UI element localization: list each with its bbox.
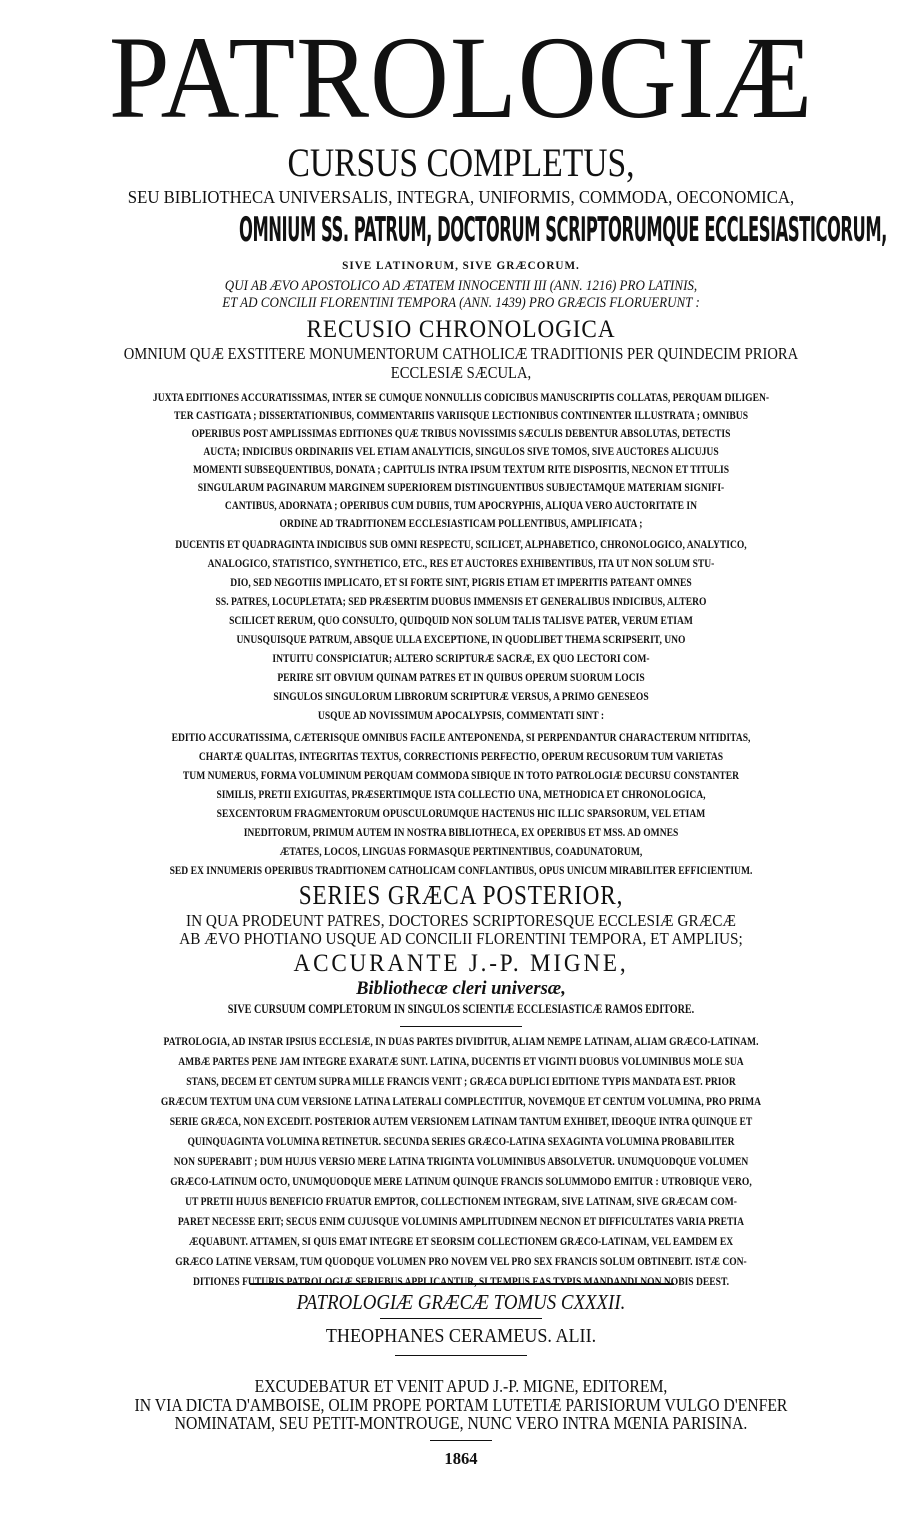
body-line: SS. PATRES, LOCUPLETATA; SED PRÆSERTIM DUOBUS IMMENSIS ET GENERALIBUS INDICIBUS, ALTERO (215, 594, 707, 608)
recusio-heading: RECUSIO CHRONOLOGICA (306, 316, 616, 343)
recusio-line-1: OMNIUM QUÆ EXSTITERE MONUMENTORUM CATHOLICÆ TRADITIONIS PER QUINDECIM PRIORA (123, 344, 799, 363)
body-line: OPERIBUS POST AMPLISSIMAS EDITIONES QUÆ TRIBUS NOVISSIMIS SÆCULIS DEBENTUR ABSOLUTAS, DETECTIS (191, 426, 731, 440)
editor-role-line: SIVE CURSUUM COMPLETORUM IN SINGULOS SCIENTIÆ ECCLESIASTICÆ RAMOS EDITORE. (227, 1002, 695, 1016)
subtitle-sive: SIVE LATINORUM, SIVE GRÆCORUM. (342, 260, 580, 272)
body-line: MOMENTI SUBSEQUENTIBUS, DONATA ; CAPITULIS INTRA IPSUM TEXTUM RITE DISPOSITIS, NECNON ET TITULIS (192, 462, 730, 476)
notice-line: SERIE GRÆCA, NON EXCEDIT. POSTERIOR AUTEM VERSIONEM LATINAM TANTUM EXHIBET, IDEOQUE INTRA QUINQUE ET (169, 1114, 753, 1128)
body-line: ANALOGICO, STATISTICO, SYNTHETICO, ETC., RES ET AUCTORES EXHIBENTIBUS, ITA UT NON SOLUM STU- (207, 556, 715, 570)
tomus-line: PATROLOGIÆ GRÆCÆ TOMUS CXXXII. (296, 1290, 626, 1314)
editor-name: ACCURANTE J.-P. MIGNE, (293, 950, 629, 977)
body-line: INTUITU CONSPICIATUR; ALTERO SCRIPTURÆ SACRÆ, EX QUO LECTORI COM- (272, 651, 650, 665)
body-line: AUCTA; INDICIBUS ORDINARIIS VEL ETIAM ANALYTICIS, SINGULOS SIVE TOMOS, SIVE AUCTORES ALICUJUS (203, 444, 719, 458)
body-line: SIMILIS, PRETII EXIGUITAS, PRÆSERTIMQUE ISTA COLLECTIO UNA, METHODICA ET CHRONOLOGICA, (216, 787, 706, 801)
imprint-line-1: EXCUDEBATUR ET VENIT APUD J.-P. MIGNE, EDITOREM, (254, 1376, 668, 1396)
recusio-line-2: ECCLESIÆ SÆCULA, (390, 363, 532, 382)
notice-line: UT PRETII HUJUS BENEFICIO FRUATUR EMPTOR, COLLECTIONEM INTEGRAM, SIVE LATINAM, SIVE GRÆCAM COM- (185, 1194, 737, 1208)
body-line: PERIRE SIT OBVIUM QUINAM PATRES ET IN QUIBUS OPERUM SUORUM LOCIS (277, 670, 645, 684)
body-line: DUCENTIS ET QUADRAGINTA INDICIBUS SUB OMNI RESPECTU, SCILICET, ALPHABETICO, CHRONOLOGICO, ANALYTICO, (175, 537, 747, 551)
subtitle-cursus: CURSUS COMPLETUS, (287, 140, 635, 185)
main-title: PATROLOGIÆ (108, 12, 814, 144)
notice-line: STANS, DECEM ET CENTUM SUPRA MILLE FRANCIS VENIT ; GRÆCA DUPLICI EDITIONE TYPIS MANDATA EST. PRIOR (186, 1074, 736, 1088)
body-line: UNUSQUISQUE PATRUM, ABSQUE ULLA EXCEPTIONE, IN QUODLIBET THEMA SCRIPSERIT, UNO (236, 632, 686, 646)
series-heading: SERIES GRÆCA POSTERIOR, (298, 880, 624, 910)
notice-line: DITIONES FUTURIS PATROLOGIÆ SERIEBUS APPLICANTUR, SI TEMPUS EAS TYPIS MANDANDI NON NOBIS DEEST. (192, 1274, 730, 1288)
body-line: ÆTATES, LOCOS, LINGUAS FORMASQUE PERTINENTIBUS, COADUNATORUM, (279, 844, 643, 858)
imprint-line-2: IN VIA DICTA D'AMBOISE, OLIM PROPE PORTAM LUTETIÆ PARISIORUM VULGO D'ENFER (134, 1395, 788, 1415)
notice-line: GRÆCUM TEXTUM UNA CUM VERSIONE LATINA LATERALI COMPLECTITUR, NOVEMQUE ET CENTUM VOLUMINA, PRO PRIMA (160, 1094, 762, 1108)
notice-line: AMBÆ PARTES PENE JAM INTEGRE EXARATÆ SUNT. LATINA, DUCENTIS ET VIGINTI DUOBUS VOLUMINIBUS MOLE SUA (178, 1054, 744, 1068)
body-line: CANTIBUS, ADORNATA ; OPERIBUS CUM DUBIIS, TUM APOCRYPHIS, ALIQUA VERO AUCTORITATE IN (224, 498, 698, 512)
divider-year (430, 1440, 492, 1441)
body-line: EDITIO ACCURATISSIMA, CÆTERISQUE OMNIBUS FACILE ANTEPONENDA, SI PERPENDANTUR CHARACTERUM NITIDITAS, (171, 730, 751, 744)
contents-line: THEOPHANES CERAMEUS. ALII. (325, 1326, 597, 1347)
bibliotheca-line: Bibliothecæ cleri universæ, (356, 978, 566, 999)
imprint-line-3: NOMINATAM, SEU PETIT-MONTROUGE, NUNC VERO INTRA MŒNIA PARISINA. (174, 1413, 748, 1433)
divider-tomus (380, 1318, 542, 1319)
divider-contents (395, 1355, 527, 1356)
qui-line-2: ET AD CONCILII FLORENTINI TEMPORA (ANN. 1439) PRO GRÆCIS FLORUERUNT : (222, 295, 700, 311)
notice-line: PATROLOGIA, AD INSTAR IPSIUS ECCLESIÆ, IN DUAS PARTES DIVIDITUR, ALIAM NEMPE LATINAM, ALIAM GRÆCO-LATINAM. (163, 1034, 759, 1048)
body-line: JUXTA EDITIONES ACCURATISSIMAS, INTER SE CUMQUE NONNULLIS CODICIBUS MANUSCRIPTIS COLLATAS, PERQUAM DILIGEN- (152, 390, 770, 404)
notice-line: NON SUPERABIT ; DUM HUJUS VERSIO MERE LATINA TRIGINTA VOLUMINIBUS ABSOLVETUR. UNUMQUODQUE VOLUMEN (173, 1154, 749, 1168)
body-line: SEXCENTORUM FRAGMENTORUM OPUSCULORUMQUE HACTENUS HIC ILLIC SPARSORUM, VEL ETIAM (216, 806, 706, 820)
body-line: SINGULARUM PAGINARUM MARGINEM SUPERIOREM DISTINGUENTIBUS SUBJECTAMQUE MATERIAM SIGNIFI- (197, 480, 725, 494)
body-line: TUM NUMERUS, FORMA VOLUMINUM PERQUAM COMMODA SIBIQUE IN TOTO PATROLOGIÆ DECURSU CONSTANTER (182, 768, 740, 782)
publication-year: 1864 (444, 1449, 478, 1468)
divider-long (250, 1283, 674, 1285)
notice-line: GRÆCO-LATINUM OCTO, UNUMQUODQUE MERE LATINUM QUINQUE FRANCIS SOLUMMODO EMITUR : UTROBIQUE VERO, (170, 1174, 752, 1188)
body-line: CHARTÆ QUALITAS, INTEGRITAS TEXTUS, CORRECTIONIS PERFECTIO, OPERUM RECUSORUM TUM VARIETAS (198, 749, 724, 763)
notice-line: ÆQUABUNT. ATTAMEN, SI QUIS EMAT INTEGRE ET SEORSIM COLLECTIONEM GRÆCO-LATINAM, VEL EAMDEM EX (188, 1234, 734, 1248)
body-line: ORDINE AD TRADITIONEM ECCLESIASTICAM POLLENTIBUS, AMPLIFICATA ; (279, 516, 643, 530)
notice-line: GRÆCO LATINE VERSAM, TUM QUODQUE VOLUMEN PRO NOVEM VEL PRO SEX FRANCIS SOLUM OBTINEBIT. ISTÆ CON- (175, 1254, 747, 1268)
subtitle-seu: SEU BIBLIOTHECA UNIVERSALIS, INTEGRA, UNIFORMIS, COMMODA, OECONOMICA, (127, 187, 795, 207)
subtitle-omnium-patrum: OMNIUM SS. PATRUM, DOCTORUM SCRIPTORUMQUE ECCLESIASTICORUM, (239, 210, 887, 250)
body-line: TER CASTIGATA ; DISSERTATIONIBUS, COMMENTARIIS VARIISQUE LECTIONIBUS CONTINENTER ILLUSTRATA ; OMNIBUS (173, 408, 749, 422)
divider-short (400, 1026, 522, 1027)
body-line: USQUE AD NOVISSIMUM APOCALYPSIS, COMMENTATI SINT : (317, 708, 605, 722)
body-line: SCILICET RERUM, QUO CONSULTO, QUIDQUID NON SOLUM TALIS TALISVE PATER, VERUM ETIAM (229, 613, 693, 627)
body-line: SINGULOS SINGULORUM LIBRORUM SCRIPTURÆ VERSUS, A PRIMO GENESEOS (273, 689, 649, 703)
notice-line: PARET NECESSE ERIT; SECUS ENIM CUJUSQUE VOLUMINIS AMPLITUDINEM NECNON ET DIFFICULTATES VARIA PRETIA (177, 1214, 745, 1228)
body-line: INEDITORUM, PRIMUM AUTEM IN NOSTRA BIBLIOTHECA, EX OPERIBUS ET MSS. AD OMNES (243, 825, 679, 839)
series-line-1: IN QUA PRODEUNT PATRES, DOCTORES SCRIPTORESQUE ECCLESIÆ GRÆCÆ (186, 911, 736, 930)
body-line: DIO, SED NEGOTIIS IMPLICATO, ET SI FORTE SINT, PIGRIS ETIAM ET IMPERITIS PATEANT OMNES (230, 575, 692, 589)
series-line-2: AB ÆVO PHOTIANO USQUE AD CONCILII FLORENTINI TEMPORA, ET AMPLIUS; (179, 929, 743, 948)
notice-line: QUINQUAGINTA VOLUMINA RETINETUR. SECUNDA SERIES GRÆCO-LATINA SEXAGINTA VOLUMINA PROBABILITER (187, 1134, 735, 1148)
body-line: SED EX INNUMERIS OPERIBUS TRADITIONEM CATHOLICAM CONFLANTIBUS, OPUS UNICUM MIRABILITER EFFICIENTIUM. (169, 863, 753, 877)
qui-line-1: QUI AB ÆVO APOSTOLICO AD ÆTATEM INNOCENTII III (ANN. 1216) PRO LATINIS, (224, 278, 698, 294)
